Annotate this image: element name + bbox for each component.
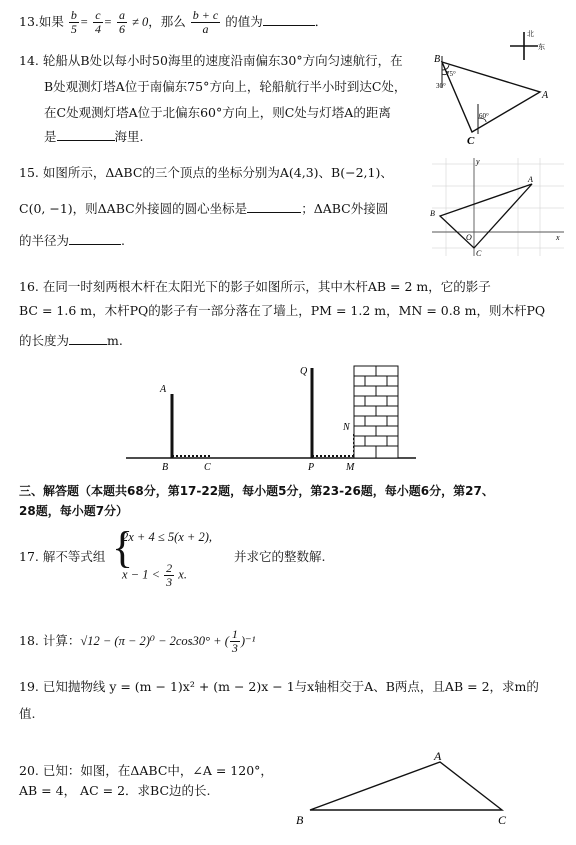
svg-text:30°: 30° <box>436 82 446 90</box>
question-16-line-1: 16. 在同一时刻两根木杆在太阳光下的影子如图所示，其中木杆AB = 2 m，它的影子 <box>19 279 491 294</box>
brace-icon: { <box>112 523 134 572</box>
svg-text:A: A <box>542 90 549 101</box>
svg-text:75°: 75° <box>446 70 456 78</box>
svg-text:C: C <box>204 462 211 473</box>
question-15-line-2: C(0, −1)，则ΔABC外接圆的圆心坐标是 ；ΔABC外接圆 <box>19 201 389 216</box>
svg-text:B: B <box>296 813 304 827</box>
q16-shadow-figure <box>126 360 416 474</box>
inequality-2: x − 1 < $\frac{2}{3}$ x. <box>122 561 187 589</box>
question-16-line-3: 的长度为 m. <box>19 333 123 348</box>
svg-text:Q: Q <box>300 366 308 377</box>
compass-icon <box>510 29 545 60</box>
question-13: 13.如果 $\frac{b}{5}$ = $\frac{c}{4}$ = $\frac{a}{6}$ ≠ 0，那么 $\frac{b + c}{a}$ 的值为 ． <box>19 8 328 36</box>
answer-blank[interactable] <box>57 128 115 141</box>
question-14-line-2: B处观测灯塔A位于南偏东75°方向上，轮船航行半小时到达C处， <box>44 79 407 94</box>
svg-text:60°: 60° <box>479 112 489 120</box>
svg-text:A: A <box>160 384 167 395</box>
fraction-a-over-6: $\frac{a}{6}$ <box>119 8 126 36</box>
svg-text:B: B <box>162 462 169 473</box>
q15-coordinate-figure <box>428 154 568 260</box>
fraction-bc-over-a: $\frac{b + c}{a}$ <box>192 8 219 36</box>
question-20-line-1: 20. 已知：如图，在ΔABC中，∠A = 120°， <box>19 763 273 778</box>
inequality-1: 2x + 4 ≤ 5(x + 2), <box>122 530 213 544</box>
svg-text:B: B <box>434 54 441 65</box>
svg-text:x: x <box>556 233 560 242</box>
question-15-line-3: 的半径为 . <box>19 233 125 248</box>
question-16-line-2: BC = 1.6 m，木杆PQ的影子有一部分落在了墙上，PM = 1.2 m，MN = 0.8 m，则木杆PQ <box>19 303 546 318</box>
svg-text:N: N <box>343 422 350 433</box>
svg-text:B: B <box>430 209 435 218</box>
svg-text:C: C <box>476 249 482 258</box>
question-19-line-1: 19. 已知抛物线 y = (m − 1)x² + (m − 2)x − 1与x轴相交于A、B两点，且AB = 2，求m的 <box>19 679 539 694</box>
svg-text:A: A <box>434 749 442 763</box>
question-17-suffix: 并求它的整数解. <box>234 549 326 564</box>
question-17-label: 17. 解不等式组 <box>19 549 106 564</box>
question-14-line-3: 在C处观测灯塔A位于北偏东60°方向上，则C处与灯塔A的距离 <box>44 105 391 120</box>
triangle-abc <box>310 762 502 810</box>
answer-blank[interactable] <box>263 13 315 26</box>
svg-text:北: 北 <box>527 30 534 38</box>
q14-figure <box>424 26 569 148</box>
svg-text:P: P <box>308 462 315 473</box>
triangle-abc <box>442 62 540 132</box>
answer-blank[interactable] <box>247 200 301 213</box>
question-20-line-2: AB = 4， AC = 2．求BC边的长. <box>19 783 211 798</box>
question-14-line-1: 14. 轮船从B处以每小时50海里的速度沿南偏东30°方向匀速航行，在 <box>19 53 403 68</box>
svg-text:C: C <box>498 813 507 827</box>
svg-text:O: O <box>466 233 472 242</box>
svg-text:y: y <box>476 157 480 166</box>
svg-text:A: A <box>528 175 533 184</box>
q20-triangle-figure <box>290 748 522 832</box>
section-3-heading: 三、解答题（本题共68分，第17-22题，每小题5分，第23-26题，每小题6分，第27、 <box>19 484 494 498</box>
answer-blank[interactable] <box>69 332 107 345</box>
svg-text:东: 东 <box>538 43 545 51</box>
answer-blank[interactable] <box>69 232 121 245</box>
question-14-line-4: 是 海里. <box>44 129 144 144</box>
brick-wall <box>354 366 398 458</box>
svg-text:C: C <box>467 135 475 147</box>
fraction-c-over-4: $\frac{c}{4}$ <box>94 8 101 36</box>
question-15-line-1: 15. 如图所示，ΔABC的三个顶点的坐标分别为A(4,3)、B(−2,1)、 <box>19 165 393 180</box>
question-19-line-2: 值. <box>19 706 36 721</box>
question-18: 18. 计算：√12 − (π − 2)⁰ − 2cos30° + ( $\frac{1}{3}$ )⁻¹ <box>19 627 256 655</box>
section-3-heading-cont: 28题，每小题7分） <box>19 504 129 518</box>
svg-text:M: M <box>346 462 355 473</box>
fraction-b-over-5: $\frac{b}{5}$ <box>70 8 77 36</box>
